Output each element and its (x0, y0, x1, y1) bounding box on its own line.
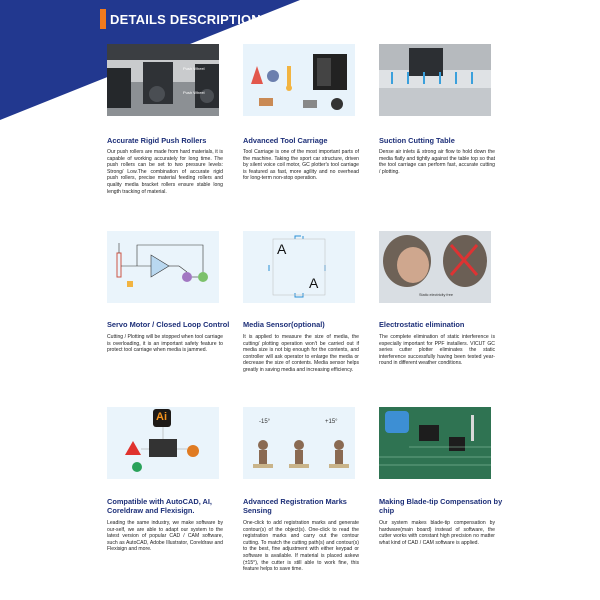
card-description: Dense air inlets & strong air flow to hold down the media flatly and tightly against the table top so that the tool carriage can perform fast, accurate cutting / plotting. (379, 149, 495, 175)
circuit-board-image (379, 407, 491, 479)
card-description: Our push rollers are made from hard materials, it is capable of working accurately for long time. The push rollers can be set to two pressure levels: Strong/ Low.The combination of accurate rigid push rollers, precise material feeding rollers and quality media bracket rollers ensure stable long length tracking of material. (107, 149, 223, 195)
angle-plus-label: +15° (325, 419, 338, 425)
section-title: DETAILS DESCRIPTION (110, 11, 261, 27)
servo-diagram-image (107, 231, 219, 303)
card-description: The complete elimination of static interference is especially important for PPF installers. VICUT GC series cutter plotter eliminates the static interference successfully having been tested year-round in different weather conditions. (379, 334, 495, 367)
card-description: Our system makes blade-tip compensation by hardware(main board) instead of software, the cutter works with constant high precision no matter what kind of CAD / CAM software is applied. (379, 520, 495, 546)
card-title: Compatible with AutoCAD, AI, Coreldraw and Flexisign. (107, 497, 212, 515)
coreldraw-logo (132, 462, 142, 472)
section-header (100, 8, 261, 30)
card-description: Tool Carriage is one of the most important parts of the machine. Taking the sport car structure, driven by silent voice coil motor, GC plotter's tool carriage is featured as fast, more agility and no overhead for long-term non-stop operation. (243, 149, 359, 182)
flexisign-logo (187, 445, 199, 457)
card-title: Making Blade-tip Compensation by chip (379, 497, 503, 515)
software-logos-image (107, 407, 219, 479)
card-title: Advanced Registration Marks Sensing (243, 497, 347, 515)
card-description: One-click to add registration marks and generate contour(s) of the object(s). One-click to read the registration marks and carry out the contour cutting. To match the cutting path(s) and contour(s) to the best, fine adjustment with either keypad or software is available. If material is placed askew (±15°), the cutter is still able to work fine, this feature helps to save time. (243, 520, 359, 573)
card-description: It is applied to measure the size of media, the cutting/ plotting operation won't be carried out if media size is not big enough for the contents, and controller will ask operator to enlarge the media or decrease the size of contents. Media sensor helps greatly in saving media and increasing efficiency. (243, 334, 359, 373)
card-description: Leading the same industry, we make software by our-self, we are able to adapt our system to the latest version of popular CAD / CAM software, such as AutoCAD, Adobe Illustrator, Coreldraw and Flexisign and more. (107, 520, 223, 553)
media-letter-a-top: A (277, 241, 287, 257)
card-title: Advanced Tool Carriage (243, 136, 328, 145)
media-letter-a-bottom: A (309, 275, 319, 291)
electrostatic-image (379, 231, 491, 303)
registration-marks-image (243, 407, 355, 479)
media-sensor-image (243, 231, 355, 303)
header-accent-bar (100, 9, 106, 29)
tool-carriage-image (243, 44, 355, 116)
card-title: Accurate Rigid Push Rollers (107, 136, 207, 145)
card-description: Cutting / Plotting will be stopped when tool carriage is overloading, it is an important safety feature to protect tool carriage when media is jammed. (107, 334, 223, 354)
static-caption: Static electricity free (419, 293, 453, 297)
card-title: Electrostatic elimination (379, 320, 465, 329)
suction-table-image (379, 44, 491, 116)
angle-minus-label: -15° (259, 419, 271, 425)
push-wheel-label-1: Push Wheel (183, 66, 205, 71)
push-wheel-label-2: Push Wheel (183, 90, 205, 95)
push-rollers-image (107, 44, 219, 116)
ai-logo: Ai (156, 411, 167, 423)
card-title: Suction Cutting Table (379, 136, 455, 145)
card-title: Servo Motor / Closed Loop Control (107, 320, 230, 329)
card-title: Media Sensor(optional) (243, 320, 325, 329)
